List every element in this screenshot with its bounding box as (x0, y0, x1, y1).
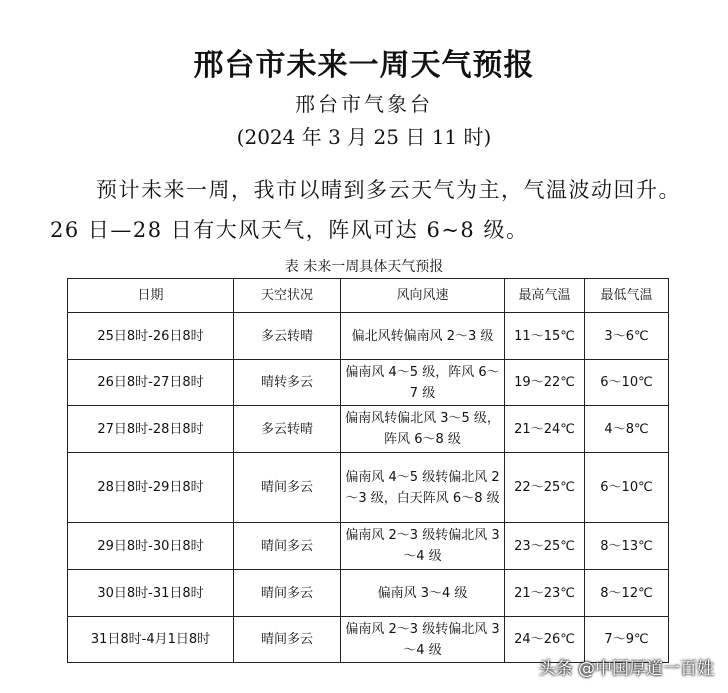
cell-max-temp: 19～22℃ (505, 360, 585, 406)
cell-wind: 偏南风转偏北风 3～5 级，阵风 6～8 级 (341, 406, 505, 453)
cell-sky: 多云转晴 (234, 313, 341, 360)
table-row (68, 523, 669, 570)
cell-date: 31日8时-4月1日8时 (68, 617, 234, 663)
cell-sky: 晴转多云 (234, 360, 341, 406)
cell-max-temp: 23～25℃ (505, 523, 585, 570)
cell-date: 25日8时-26日8时 (68, 313, 234, 360)
cell-min-temp: 4～8℃ (585, 406, 669, 453)
table-row (68, 453, 669, 523)
cell-sky: 晴间多云 (234, 453, 341, 523)
cell-min-temp: 6～10℃ (585, 453, 669, 523)
table-row (68, 570, 669, 617)
cell-max-temp: 21～23℃ (505, 570, 585, 617)
header-date: 日期 (68, 279, 234, 313)
table-caption: 表 未来一周具体天气预报 (284, 259, 444, 275)
cell-wind: 偏南风 2～3 级转偏北风 3～4 级 (341, 523, 505, 570)
cell-min-temp: 8～12℃ (585, 570, 669, 617)
header-max-temp: 最高气温 (505, 279, 585, 313)
cell-sky: 晴间多云 (234, 523, 341, 570)
cell-sky: 晴间多云 (234, 617, 341, 663)
issuing-agency: 邢台市气象台 (295, 92, 433, 116)
cell-min-temp: 8～13℃ (585, 523, 669, 570)
table-row (68, 360, 669, 406)
cell-min-temp: 6～10℃ (585, 360, 669, 406)
cell-sky: 晴间多云 (234, 570, 341, 617)
cell-max-temp: 11～15℃ (505, 313, 585, 360)
summary-paragraph: 预计未来一周，我市以晴到多云天气为主，气温波动回升。26 日—28 日有大风天气，阵风可达 6~8 级。 (50, 178, 681, 242)
header-wind: 风向风速 (341, 279, 505, 313)
cell-max-temp: 22～25℃ (505, 453, 585, 523)
cell-wind: 偏北风转偏南风 2～3 级 (341, 313, 505, 360)
cell-date: 28日8时-29日8时 (68, 453, 234, 523)
cell-min-temp: 7～9℃ (585, 617, 669, 663)
cell-date: 29日8时-30日8时 (68, 523, 234, 570)
cell-min-temp: 3～6℃ (585, 313, 669, 360)
table-row (68, 313, 669, 360)
cell-wind: 偏南风 4～5 级，阵风 6～7 级 (341, 360, 505, 406)
cell-sky: 多云转晴 (234, 406, 341, 453)
cell-max-temp: 21～24℃ (505, 406, 585, 453)
cell-date: 30日8时-31日8时 (68, 570, 234, 617)
header-sky: 天空状况 (234, 279, 341, 313)
header-min-temp: 最低气温 (585, 279, 669, 313)
cell-wind: 偏南风 2～3 级转偏北风 3～4 级 (341, 617, 505, 663)
cell-wind: 偏南风 4～5 级转偏北风 2～3 级，白天阵风 6～8 级 (341, 453, 505, 523)
cell-max-temp: 24～26℃ (505, 617, 585, 663)
cell-wind: 偏南风 3～4 级 (341, 570, 505, 617)
document-title: 邢台市未来一周天气预报 (193, 48, 535, 83)
table-header-row (68, 279, 669, 313)
source-watermark: 头条 @中国厚道一百姓 (538, 659, 714, 679)
table-row (68, 406, 669, 453)
cell-date: 26日8时-27日8时 (68, 360, 234, 406)
forecast-table (67, 278, 669, 663)
issue-time: (2024 年 3 月 25 日 11 时) (236, 125, 492, 149)
cell-date: 27日8时-28日8时 (68, 406, 234, 453)
